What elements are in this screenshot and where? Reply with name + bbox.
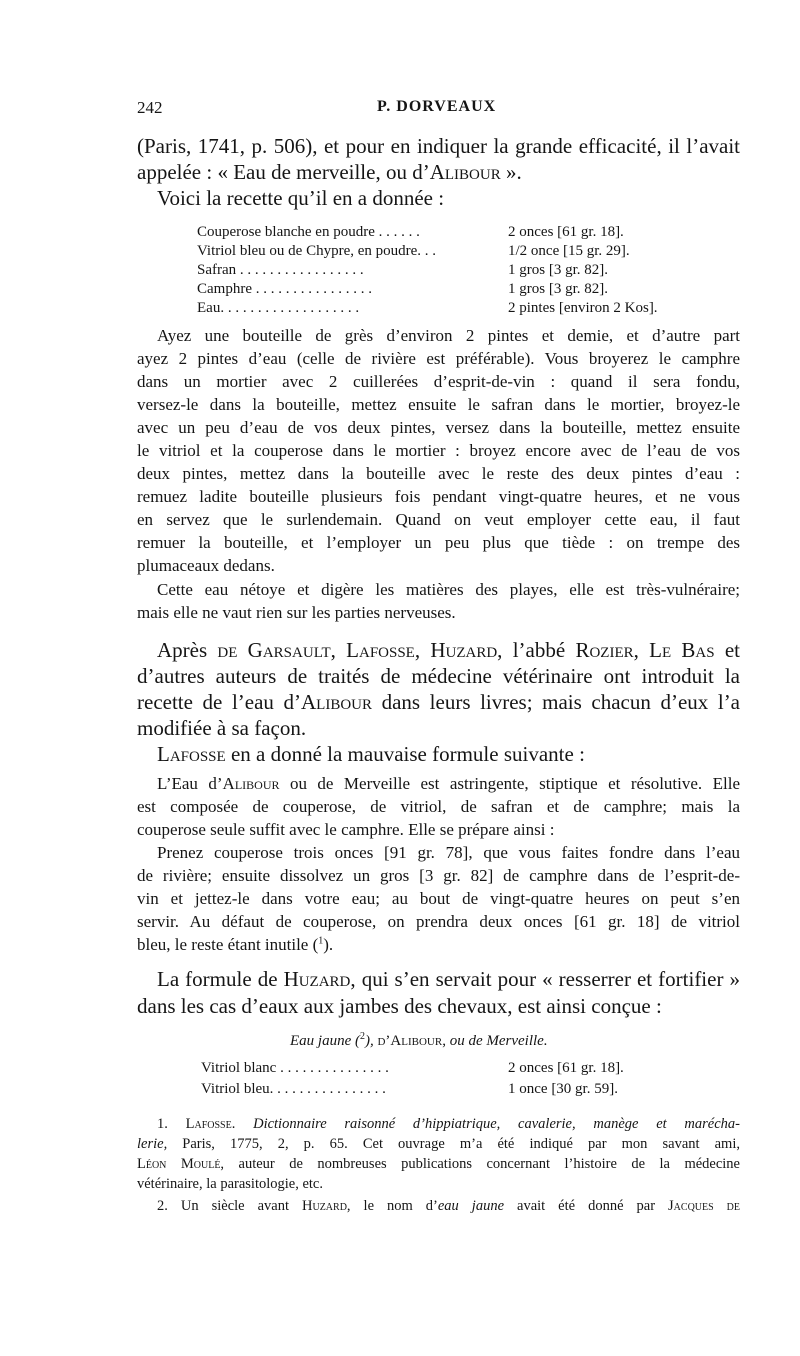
footnote-line: vétérinaire, la parasitologie, etc.: [137, 1176, 323, 1192]
paragraph-line: versez-le dans la bouteille, mettez ensuite le safran dans le mortier, broyez-le: [137, 395, 740, 414]
quote-line: vin et jettez-le dans votre eau; au bout de vingt-quatre heures on peut s’en: [137, 889, 740, 908]
recipe-ingredient: Vitriol blanc . . . . . . . . . . . . . . .: [201, 1060, 389, 1076]
recipe-quantity: 2 pintes [environ 2 Kos].: [508, 300, 658, 316]
footnote-ref: 1: [318, 935, 324, 947]
footnote-line: 2. Un siècle avant Huzard, le nom d’eau jaune avait été donné par Jacques de: [157, 1198, 741, 1214]
running-head: P. DORVEAUX: [377, 98, 497, 115]
author-name: Alibour: [429, 160, 501, 184]
recipe-ingredient: Vitriol bleu. . . . . . . . . . . . . . . .: [201, 1081, 386, 1097]
recipe-quantity: 2 onces [61 gr. 18].: [508, 1060, 624, 1076]
recipe-ingredient: Camphre . . . . . . . . . . . . . . . .: [197, 281, 372, 297]
recipe-ingredient: Safran . . . . . . . . . . . . . . . . .: [197, 262, 364, 278]
page-number: 242: [137, 98, 163, 117]
recipe-ingredient: Couperose blanche en poudre . . . . . .: [197, 224, 420, 240]
recipe-quantity: 1/2 once [15 gr. 29].: [508, 243, 630, 259]
paragraph-line: La formule de Huzard, qui s’en servait pour « resserrer et fortifier »: [157, 967, 740, 991]
paragraph-line: modifiée à sa façon.: [137, 716, 307, 740]
paragraph-line: remuer la bouteille, et l’employer un peu plus que tiède : on trempe des: [137, 533, 740, 552]
paragraph-line: deux pintes, mettez dans la bouteille avec le reste des deux pintes d’eau :: [137, 464, 740, 483]
quote-line: couperose seule suffit avec le camphre. Elle se prépare ainsi :: [137, 820, 555, 839]
recipe-quantity: 2 onces [61 gr. 18].: [508, 224, 624, 240]
recipe-quantity: 1 gros [3 gr. 82].: [508, 281, 608, 297]
footnote-ref: 2: [359, 1031, 365, 1042]
quote-line: de rivière; ensuite dissolvez un gros [3 gr. 82] de camphre dans de l’esprit-de-: [137, 866, 740, 885]
intro-line-2: appelée : « Eau de merveille, ou d’Alibour ».: [137, 160, 522, 184]
recipe-caption: Eau jaune ($^2$), d’Alibour, ou de Merveille.: [290, 1031, 548, 1049]
paragraph-line: dans les cas d’eaux aux jambes des chevaux, est ainsi conçue :: [137, 994, 662, 1018]
paragraph-line: d’autres auteurs de traités de médecine vétérinaire ont introduit la: [137, 664, 740, 688]
intro-line-1: (Paris, 1741, p. 506), et pour en indiquer la grande efficacité, il l’avait: [137, 134, 740, 158]
footnote-line: lerie, Paris, 1775, 2, p. 65. Cet ouvrage m’a été indiqué par mon savant ami,: [137, 1136, 740, 1152]
footnote-line: 1. Lafosse. Dictionnaire raisonné d’hippiatrique, cavalerie, manège et marécha-: [157, 1116, 740, 1132]
quote-line: bleu, le reste étant inutile ($^1$).: [137, 935, 334, 954]
paragraph-line: mais elle ne vaut rien sur les parties nerveuses.: [137, 603, 456, 622]
paragraph-line: recette de l’eau d’Alibour dans leurs livres; mais chacun d’eux l’a: [137, 690, 741, 714]
recipe-ingredient: Eau. . . . . . . . . . . . . . . . . . .: [197, 300, 360, 316]
recipe-ingredient: Vitriol bleu ou de Chypre, en poudre. . .: [197, 243, 437, 259]
paragraph-line: Après de Garsault, Lafosse, Huzard, l’abbé Rozier, Le Bas et: [157, 638, 740, 662]
paragraph-line: le vitriol et la couperose dans le mortier : broyez encore avec de l’eau de vos: [137, 441, 740, 460]
intro-line-3: Voici la recette qu’il en a donnée :: [157, 186, 445, 210]
page-header: [137, 98, 737, 126]
paragraph-line: dans un mortier avec 2 cuillerées d’esprit-de-vin : quand il sera fondu,: [137, 372, 740, 391]
paragraph-line: en servez que le surlendemain. Quand on veut employer cette eau, il faut: [137, 510, 740, 529]
quote-line: servir. Au défaut de couperose, on prendra deux onces [61 gr. 18] de vitriol: [137, 912, 740, 931]
paragraph-line: ayez 2 pintes d’eau (celle de rivière est préférable). Vous broyerez le camphre: [137, 349, 740, 368]
paragraph-line: plumaceaux dedans.: [137, 556, 275, 575]
quote-line: est composée de couperose, de vitriol, de safran et de camphre; mais la: [137, 797, 740, 816]
paragraph-line: Lafosse en a donné la mauvaise formule suivante :: [157, 742, 585, 766]
paragraph-line: Cette eau nétoye et digère les matières des playes, elle est très-vulnéraire;: [157, 580, 740, 599]
paragraph-line: avec un peu d’eau de vos deux pintes, versez dans la bouteille, mettez ensuite: [137, 418, 740, 437]
recipe-quantity: 1 once [30 gr. 59].: [508, 1081, 618, 1097]
quote-line: Prenez couperose trois onces [91 gr. 78], que vous faites fondre dans l’eau: [157, 843, 740, 862]
footnote-line: Léon Moulé, auteur de nombreuses publications concernant l’histoire de la médecine: [137, 1156, 740, 1172]
paragraph-line: Ayez une bouteille de grès d’environ 2 pintes et demie, et d’autre part: [157, 326, 740, 345]
recipe-quantity: 1 gros [3 gr. 82].: [508, 262, 608, 278]
quote-line: L’Eau d’Alibour ou de Merveille est astringente, stiptique et résolutive. Elle: [157, 774, 740, 793]
paragraph-line: remuez ladite bouteille plusieurs fois pendant vingt-quatre heures, et ne vous: [137, 487, 740, 506]
